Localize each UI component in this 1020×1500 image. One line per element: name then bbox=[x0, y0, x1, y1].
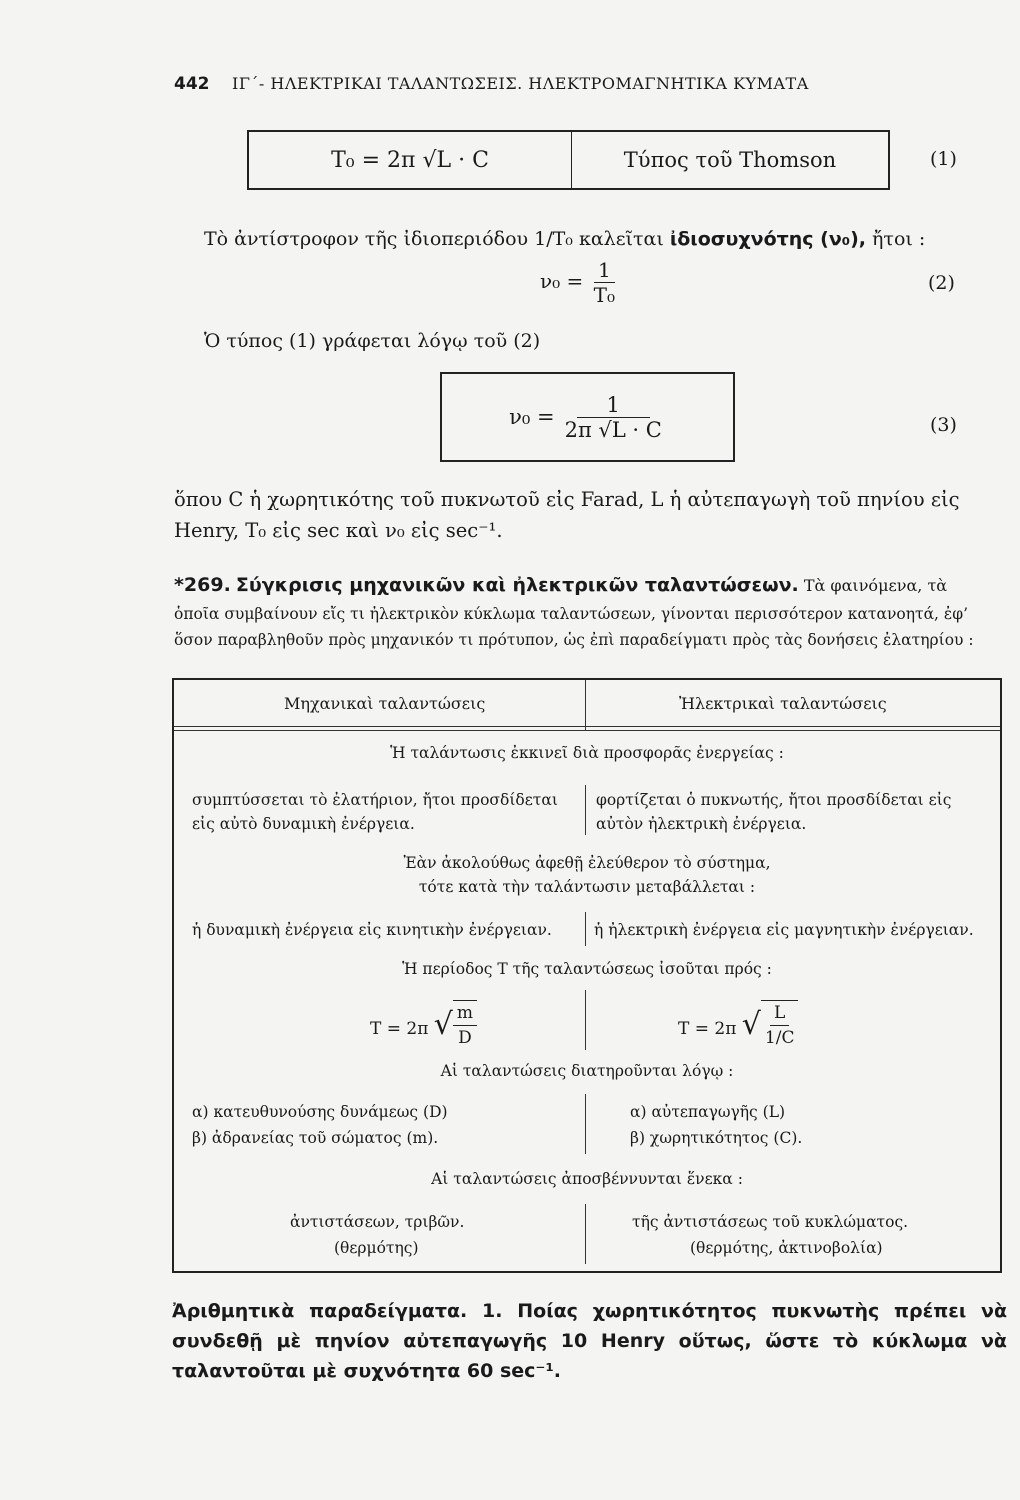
electrical-period-sqrt bbox=[742, 1000, 799, 1050]
row4-right-line1: α) αὐτεπαγωγῆς (L) bbox=[630, 1103, 786, 1121]
section-number: *269. bbox=[174, 574, 231, 596]
mechanical-period-sqrt bbox=[434, 1000, 477, 1050]
running-title: ΙΓ΄- ΗΛΕΚΤΡΙΚΑΙ ΤΑΛΑΝΤΩΣΕΙΣ. ΗΛΕΚΤΡΟΜΑΓΝΗΤΙΚΑ ΚΥΜΑΤΑ bbox=[232, 74, 809, 93]
units-paragraph-line-2: Henry, T₀ εἰς sec καὶ ν₀ εἰς sec⁻¹. bbox=[174, 519, 503, 542]
definition-term: ἰδιοσυχνότης (ν₀), bbox=[669, 228, 866, 250]
sqrt-icon: √ bbox=[741, 1007, 761, 1042]
formula-3-fraction bbox=[561, 393, 666, 442]
row5-right-line1: τῆς ἀντιστάσεως τοῦ κυκλώματος. bbox=[632, 1213, 909, 1231]
electrical-period-numerator: L bbox=[770, 1001, 789, 1026]
definition-lead: Τὸ ἀντίστροφον τῆς ἰδιοπεριόδου 1/T₀ καλεῖται bbox=[204, 228, 664, 250]
mechanical-period-numerator: m bbox=[453, 1001, 477, 1026]
mechanical-period-fraction bbox=[453, 1000, 477, 1050]
row-maintained: Αἱ ταλαντώσεις διατηροῦνται λόγῳ : bbox=[440, 1062, 734, 1080]
page-number: 442 bbox=[174, 74, 210, 94]
numeric-examples bbox=[172, 1296, 1007, 1386]
mechanical-period-formula bbox=[370, 1000, 477, 1050]
header-divider-2 bbox=[174, 730, 1000, 731]
column-header-mechanical: Μηχανικαὶ ταλαντώσεις bbox=[284, 694, 486, 713]
formula-2-denominator: T₀ bbox=[593, 283, 616, 307]
row1-right-line1: φορτίζεται ὁ πυκνωτής, ἤτοι προσδίδεται εἰς bbox=[596, 791, 952, 809]
formula-2-lhs: ν₀ = bbox=[540, 269, 584, 293]
formula-3-box bbox=[440, 372, 735, 462]
thomson-formula-box bbox=[247, 130, 890, 190]
section-title: Σύγκρισις μηχανικῶν καὶ ἠλεκτρικῶν ταλαντώσεων. bbox=[235, 574, 799, 596]
section-intro-start: Τὰ φαινόμενα, τὰ bbox=[803, 576, 948, 595]
row2-left: ἡ δυναμικὴ ἐνέργεια εἰς κινητικὴν ἐνέργειαν. bbox=[192, 921, 552, 939]
row1-right-line2: αὐτὸν ἠλεκτρικὴ ἐνέργεια. bbox=[596, 815, 807, 833]
formula-2 bbox=[540, 258, 619, 307]
formula-3-lhs: ν₀ = bbox=[509, 405, 555, 429]
row4-left-line1: α) κατευθυνούσης δυνάμεως (D) bbox=[192, 1103, 448, 1121]
formula-2-numerator: 1 bbox=[594, 258, 615, 283]
numeric-example-1: 1. Ποίας χωρητικότητος πυκνωτὴς πρέπει νὰ συνδεθῇ μὲ πηνίον αὐτεπαγωγῆς 10 Henry οὕτως, ὥστε τὸ κύκλωμα νὰ ταλαντοῦται μὲ συχνότητα 60 sec⁻¹. bbox=[172, 1300, 1007, 1382]
comparison-table bbox=[172, 678, 1002, 1273]
row4-divider bbox=[585, 1094, 586, 1154]
formula-intro-text: Ὁ τύπος (1) γράφεται λόγῳ τοῦ (2) bbox=[204, 330, 541, 352]
section-intro-line-3: ὅσον παραβληθοῦν πρὸς μηχανικόν τι πρότυπον, ὡς ἐπὶ παραδείγματι πρὸς τὰς δονήσεις ἐλατηρίου : bbox=[174, 631, 974, 649]
electrical-period-denominator: 1/C bbox=[764, 1028, 795, 1048]
row5-left-line1: ἀντιστάσεων, τριβῶν. bbox=[290, 1213, 465, 1231]
formula-3-denominator: 2π √L · C bbox=[564, 417, 662, 442]
row-period: Ἡ περίοδος T τῆς ταλαντώσεως ἰσοῦται πρός : bbox=[402, 960, 772, 978]
definition-tail: ἤτοι : bbox=[872, 228, 926, 250]
thomson-formula-name: Τύπος τοῦ Thomson bbox=[623, 148, 837, 172]
row1-left-line1: συμπτύσσεται τὸ ἐλατήριον, ἤτοι προσδίδεται bbox=[192, 791, 558, 809]
row1-left-line2: εἰς αὐτὸ δυναμικὴ ἐνέργεια. bbox=[192, 815, 415, 833]
numeric-examples-heading: Ἀριθμητικὰ παραδείγματα. bbox=[172, 1300, 468, 1322]
mechanical-period-lhs: T = 2π bbox=[370, 1019, 429, 1039]
header-column-divider bbox=[585, 680, 586, 730]
row-start-energy: Ἡ ταλάντωσις ἐκκινεῖ διὰ προσφορᾶς ἐνεργείας : bbox=[390, 744, 784, 762]
electrical-period-lhs: T = 2π bbox=[678, 1019, 737, 1039]
equation-number-1: (1) bbox=[930, 148, 957, 170]
thomson-formula: T₀ = 2π √L · C bbox=[249, 132, 572, 188]
row2-divider bbox=[585, 912, 586, 946]
row4-left-line2: β) ἀδρανείας τοῦ σώματος (m). bbox=[192, 1129, 439, 1147]
section-heading bbox=[174, 574, 1006, 596]
definition-line bbox=[204, 228, 925, 250]
units-paragraph-line-1: ὅπου C ἡ χωρητικότης τοῦ πυκνωτοῦ εἰς Farad, L ἡ αὐτεπαγωγὴ τοῦ πηνίου εἰς bbox=[174, 488, 960, 511]
column-header-electrical: Ἠλεκτρικαὶ ταλαντώσεις bbox=[679, 694, 887, 713]
formula-2-fraction bbox=[590, 258, 619, 307]
equation-number-3: (3) bbox=[930, 414, 957, 436]
row5-left-line2: (θερμότης) bbox=[334, 1239, 419, 1257]
row1-divider bbox=[585, 785, 586, 835]
electrical-period-fraction bbox=[761, 1000, 799, 1050]
sqrt-icon: √ bbox=[433, 1007, 453, 1042]
section-intro-line-2: ὁποῖα συμβαίνουν εἴς τι ἠλεκτρικὸν κύκλωμα ταλαντώσεων, γίνονται περισσότερον κατανοητά, ἐφ’ bbox=[174, 605, 969, 623]
row5-right-line2: (θερμότης, ἀκτινοβολία) bbox=[690, 1239, 883, 1257]
equation-number-2: (2) bbox=[928, 272, 955, 294]
formula-3-numerator: 1 bbox=[577, 393, 650, 418]
row-damping: Αἱ ταλαντώσεις ἀποσβέννυνται ἕνεκα : bbox=[431, 1170, 743, 1188]
electrical-period-formula bbox=[678, 1000, 798, 1050]
header-divider bbox=[174, 726, 1000, 727]
row2-right: ἡ ἠλεκτρικὴ ἐνέργεια εἰς μαγνητικὴν ἐνέργειαν. bbox=[594, 921, 974, 939]
row5-divider bbox=[585, 1204, 586, 1264]
row3-divider bbox=[585, 990, 586, 1050]
row-release-line2: τότε κατὰ τὴν ταλάντωσιν μεταβάλλεται : bbox=[418, 878, 756, 896]
row-release-line1: Ἐὰν ἀκολούθως ἀφεθῇ ἐλεύθερον τὸ σύστημα, bbox=[403, 854, 771, 872]
row4-right-line2: β) χωρητικότητος (C). bbox=[630, 1129, 803, 1147]
mechanical-period-denominator: D bbox=[458, 1028, 472, 1048]
